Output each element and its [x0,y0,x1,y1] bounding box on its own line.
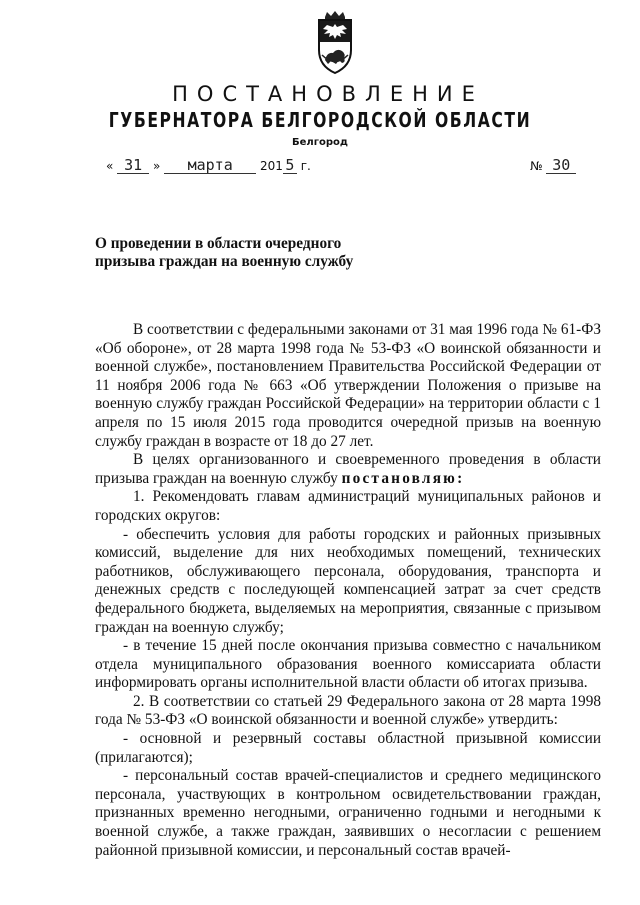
subject-heading [95,235,435,271]
document-type-title: ПОСТАНОВЛЕНИЕ [172,82,484,106]
list-item-commission: - основной и резервный составы областной призывной комиссии (прилагаются); [95,730,601,766]
list-item-conditions: - обеспечить условия для работы городских и районных призывных комиссий, выделение для них необходимых помещений, технических работников, обслуживающего персонала, оборудования, транспорта и денежных средств с последующей компенсацией затрат за счет средств федерального бюджета, выделяемых на мероприятия, связанные с призывом граждан на военную службу; [95,525,601,636]
open-quote: « [106,159,114,173]
paragraph-preamble: В соответствии с федеральными законами от 31 мая 1996 года № 61-ФЗ «Об обороне», от 28 марта 1998 года № 53-ФЗ «О воинской обязанности и военной службе», постановлением Правительства Российской Федерации от 11 ноября 2006 года № 663 «Об утверждении Положения о призыве на военную службу граждан Российской Федерации» на территории области с 1 апреля по 15 июля 2015 года проводится очередной призыв на военную службу граждан в возрасте от 18 до 27 лет. [95,321,601,450]
city-label: Белгород [292,137,348,148]
decree-word: постановляю: [341,469,465,487]
close-quote: » [153,159,161,173]
list-item-report: - в течение 15 дней после окончания призыва совместно с начальником отдела муниципального образования военного комиссариата области информировать органы исполнительной власти области об итогах призыва. [95,637,601,692]
year-unit: г. [300,159,311,173]
list-item-medical-staff: - персональный состав врачей-специалистов и среднего медицинского персонала, участвующих в контрольном освидетельствовании граждан, признанных временно негодными, ограниченно годными и негодными к военной службе, а также граждан, заявивших о несогласии с решением районной призывной комиссии, и персональный состав врачей- [95,767,601,859]
coat-of-arms-icon [309,10,361,76]
paragraph-purpose [95,451,601,488]
number-label: № [530,159,543,173]
year-prefix: 201 [260,159,283,173]
subject-line-1: О проведении в области очередного [95,235,342,252]
year-handwritten: 5 [283,158,297,174]
purpose-text: В целях организованного и своевременного проведения в области призыва граждан на военную службу [95,451,601,487]
subject-line-2: призыва граждан на военную службу [95,253,354,270]
paragraph-item-2: 2. В соответствии со статьей 29 Федерального закона от 28 марта 1998 года № 53-ФЗ «О воинской обязанности и военной службе» утвердить: [95,692,601,729]
number-handwritten: 30 [546,158,576,174]
authority-title: ГУБЕРНАТОРА БЕЛГОРОДСКОЙ ОБЛАСТИ [108,108,532,132]
date-field [106,158,311,174]
month-handwritten: марта [164,158,256,174]
document-body [95,321,601,860]
paragraph-item-1: 1. Рекомендовать главам администраций муниципальных районов и городских округов: [95,488,601,524]
day-handwritten: 31 [117,158,149,174]
number-field [530,158,576,174]
